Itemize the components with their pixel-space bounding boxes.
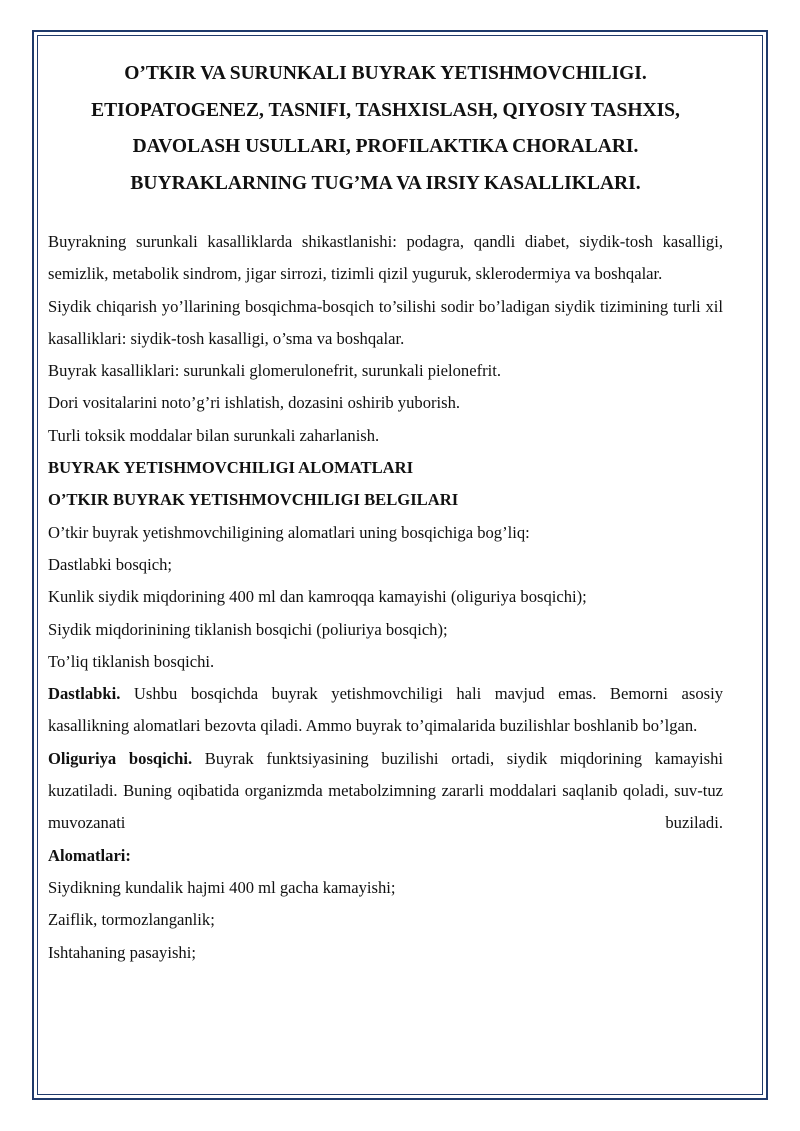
title-line-4: BUYRAKLARNING TUG’MA VA IRSIY KASALLIKLARI.: [130, 172, 641, 194]
term-initial: Dastlabki.: [48, 684, 121, 704]
paragraph-stages-intro: O’tkir buyrak yetishmovchiligining alomatlari uning bosqichiga bog’liq:: [48, 522, 530, 542]
paragraph-drug-misuse: Dori vositalarini noto’g’ri ishlatish, dozasini oshirib yuborish.: [48, 393, 461, 413]
text-initial: Ushbu bosqichda buyrak yetishmovchiligi hali mavjud emas. Bemorni asosiy kasallikning alomatlari bezovta qiladi. Ammo buyrak to’qimalarida buzilishlar boshlanib bo’lgan.: [48, 684, 723, 736]
title-line-1: O’TKIR VA SURUNKALI BUYRAK YETISHMOVCHILIGI.: [124, 63, 647, 84]
paragraph-urinary-obstruction: Siydik chiqarish yo’llarining bosqichma-bosqich to’silishi sodir bo’ladigan siydik tizimining turli xil kasalliklari: siydik-tosh kasalligi, o’sma va boshqalar.: [48, 296, 723, 348]
title-line-3: DAVOLASH USULLARI, PROFILAKTIKA CHORALARI.: [132, 136, 639, 157]
title-line-2: ETIOPATOGENEZ, TASNIFI, TASHXISLASH, QIYOSIY TASHXIS,: [91, 99, 680, 121]
list-item-weakness: Zaiflik, tormozlanganlik;: [48, 910, 215, 930]
paragraph-chronic-diseases: Buyrakning surunkali kasalliklarda shikastlanishi: podagra, qandli diabet, siydik-tosh kasalligi, semizlik, metabolik sindrom, jigar sirrozi, tizimli qizil yuguruk, sklerodermiya va boshqalar.: [48, 232, 723, 284]
list-item-initial-stage: Dastlabki bosqich;: [48, 554, 172, 574]
paragraph-toxic-poisoning: Turli toksik moddalar bilan surunkali zaharlanish.: [48, 425, 380, 445]
document-title: [48, 50, 723, 202]
section-heading-acute-signs: O’TKIR BUYRAK YETISHMOVCHILIGI BELGILARI: [48, 490, 459, 510]
text-oliguria: Buyrak funktsiyasining buzilishi ortadi, siydik miqdorining kamayishi kuzatiladi. Buning oqibatida organizmda metabolzimning zararli moddalari saqlanib qoladi, suv-tuz muvozanati buziladi.: [48, 748, 724, 833]
term-oliguria: Oliguriya bosqichi.: [48, 748, 193, 768]
paragraph-kidney-diseases: Buyrak kasalliklari: surunkali glomerulonefrit, surunkali pielonefrit.: [48, 361, 501, 381]
document-body: [48, 226, 723, 969]
paragraph-initial-description: [48, 678, 723, 743]
document-content: [48, 50, 723, 969]
list-item-urine-volume: Siydikning kundalik hajmi 400 ml gacha kamayishi;: [48, 877, 396, 897]
list-item-recovery-stage: To’liq tiklanish bosqichi.: [48, 651, 215, 671]
subheading-symptoms: Alomatlari:: [48, 845, 131, 865]
paragraph-oliguria-description: [48, 743, 723, 840]
section-heading-symptoms: BUYRAK YETISHMOVCHILIGI ALOMATLARI: [48, 458, 414, 478]
list-item-oliguria-stage: Kunlik siydik miqdorining 400 ml dan kamroqqa kamayishi (oliguriya bosqichi);: [48, 587, 587, 607]
list-item-polyuria-stage: Siydik miqdorinining tiklanish bosqichi (poliuriya bosqich);: [48, 619, 448, 639]
list-item-appetite: Ishtahaning pasayishi;: [48, 942, 196, 962]
